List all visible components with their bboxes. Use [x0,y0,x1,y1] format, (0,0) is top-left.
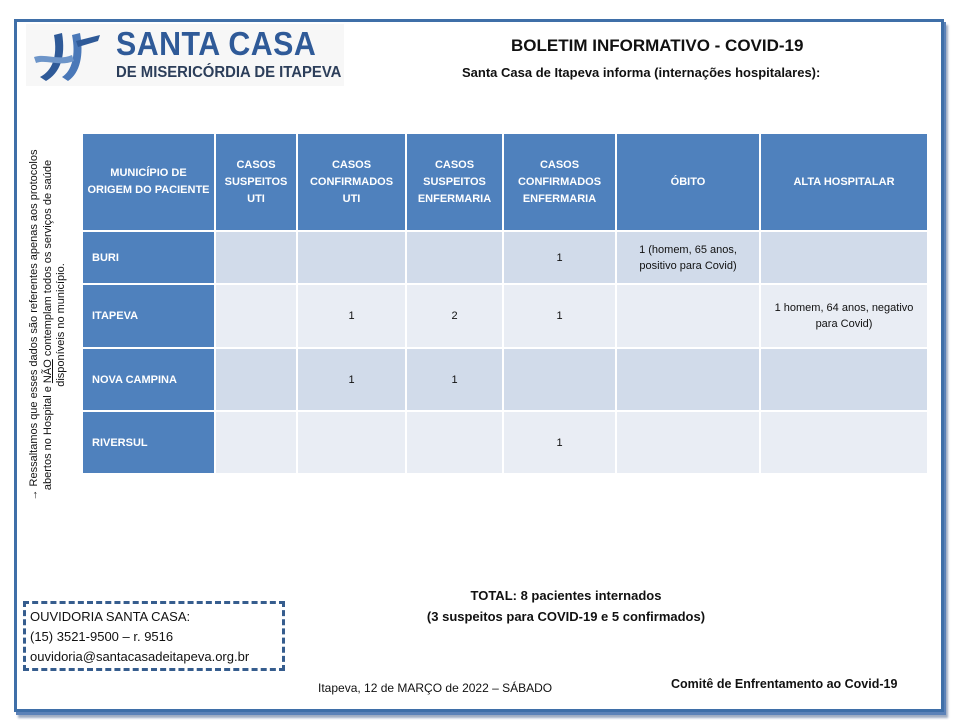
row-suspeitos-uti [215,411,297,474]
row-confirmados-enfermaria: 1 [503,284,616,348]
table-header-row [82,133,928,231]
logo-subtitle: DE MISERICÓRDIA DE ITAPEVA [116,64,342,81]
committee-signature: Comitê de Enfrentamento ao Covid-19 [671,677,898,691]
ouvidoria-email: ouvidoria@santacasadeitapeva.org.br [30,649,250,664]
table-row [82,284,928,348]
table-row [82,348,928,411]
side-note-emphasis: NÃO [41,359,54,384]
side-note-line2: abertos no Hospital e NÃO contemplam todos os serviços de saúde [41,159,54,491]
table-row [82,411,928,474]
total-label: TOTAL: [470,588,517,603]
row-alta [760,231,928,284]
row-suspeitos-uti [215,284,297,348]
header-municipio: MUNICÍPIO DE ORIGEM DO PACIENTE [82,133,215,231]
row-suspeitos-enfermaria [406,231,503,284]
ouvidoria-box [23,601,285,671]
row-alta [760,411,928,474]
row-obito [616,348,760,411]
row-alta [760,348,928,411]
row-municipio: RIVERSUL [82,411,215,474]
header-suspeitos-uti: CASOS SUSPEITOS UTI [215,133,297,231]
header-obito: ÓBITO [616,133,760,231]
row-obito [616,411,760,474]
row-confirmados-enfermaria [503,348,616,411]
row-municipio: ITAPEVA [82,284,215,348]
header-suspeitos-enfermaria: CASOS SUSPEITOS ENFERMARIA [406,133,503,231]
total-value: 8 pacientes internados [516,588,662,603]
row-alta: 1 homem, 64 anos, negativo para Covid) [760,284,928,348]
total-detail: (3 suspeitos para COVID-19 e 5 confirmados) [426,609,706,624]
row-suspeitos-enfermaria: 1 [406,348,503,411]
table-row [82,231,928,284]
row-municipio: BURI [82,231,215,284]
row-obito [616,284,760,348]
row-obito: 1 (homem, 65 anos, positivo para Covid) [616,231,760,284]
side-note-line1: → Ressaltamos que esses dados são referentes apenas aos protocolos [28,149,40,501]
row-suspeitos-uti [215,231,297,284]
row-confirmados-uti: 1 [297,348,406,411]
side-note-line3: disponíveis no município. [55,263,67,387]
bulletin-title: BOLETIM INFORMATIVO - COVID-19 [511,36,804,55]
logo-name: SANTA CASA [116,25,317,62]
row-confirmados-enfermaria: 1 [503,411,616,474]
bulletin-subtitle: Santa Casa de Itapeva informa (internações hospitalares): [462,65,821,80]
row-suspeitos-enfermaria [406,411,503,474]
ouvidoria-phone: (15) 3521-9500 – r. 9516 [30,629,174,644]
header-confirmados-enfermaria: CASOS CONFIRMADOS ENFERMARIA [503,133,616,231]
row-municipio: NOVA CAMPINA [82,348,215,411]
ouvidoria-title: OUVIDORIA SANTA CASA: [30,609,191,624]
side-note [28,140,72,510]
row-confirmados-uti: 1 [297,284,406,348]
header-alta: ALTA HOSPITALAR [760,133,928,231]
hospitalization-table [81,132,929,475]
row-confirmados-enfermaria: 1 [503,231,616,284]
bulletin-date: Itapeva, 12 de MARÇO de 2022 – SÁBADO [318,681,553,695]
header-confirmados-uti: CASOS CONFIRMADOS UTI [297,133,406,231]
row-suspeitos-uti [215,348,297,411]
row-confirmados-uti [297,231,406,284]
santa-casa-logo-icon [32,27,102,83]
row-confirmados-uti [297,411,406,474]
row-suspeitos-enfermaria: 2 [406,284,503,348]
